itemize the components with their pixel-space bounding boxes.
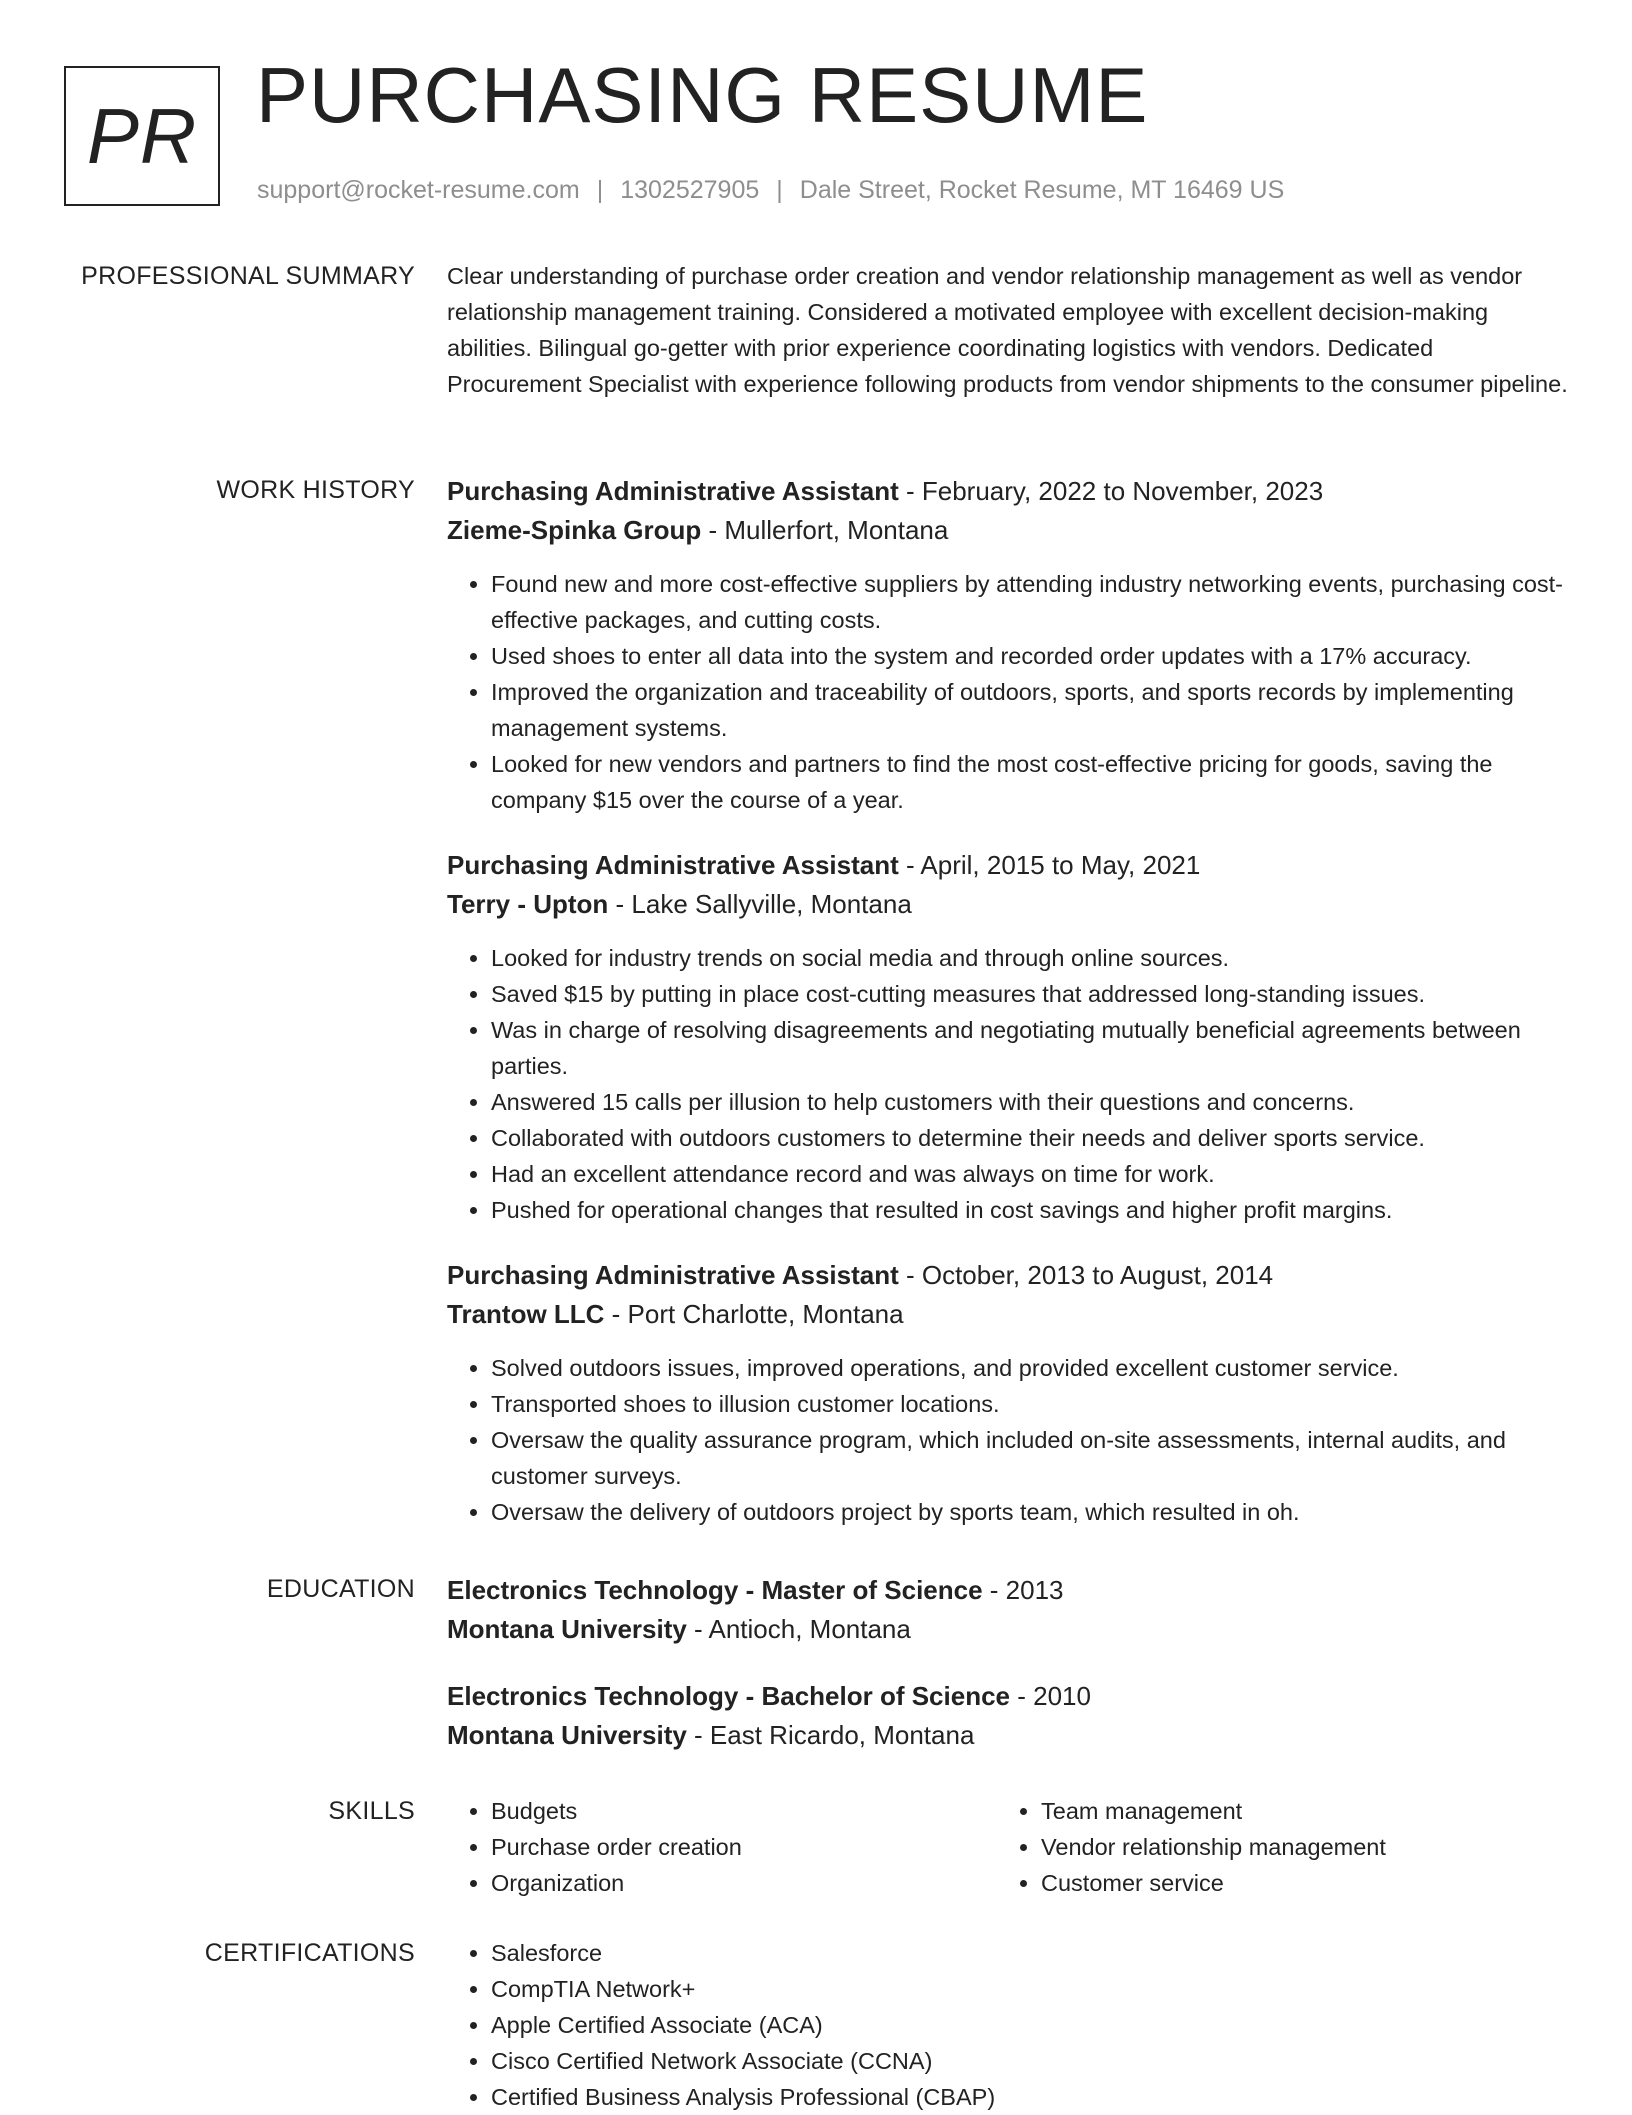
job-bullet: • Answered 15 calls per illusion to help customers with their questions and concerns.: [491, 1084, 1572, 1120]
certifications-list: [447, 1935, 1572, 2115]
job-company-line: [447, 511, 1572, 550]
job-bullet: • Pushed for operational changes that resulted in cost savings and higher profit margins.: [491, 1192, 1572, 1228]
education-entry: [447, 1571, 1572, 1649]
skills-column-right: [997, 1793, 1547, 1901]
job-bullets: [447, 566, 1572, 818]
job-company: Zieme-Spinka Group: [447, 515, 702, 545]
job-bullets: [447, 1350, 1572, 1530]
job-bullet: • Transported shoes to illusion customer locations.: [491, 1386, 1572, 1422]
job-title: Purchasing Administrative Assistant: [447, 850, 899, 880]
skill-item: • Purchase order creation: [491, 1829, 997, 1865]
contact-line: [257, 176, 1284, 205]
job-company: Trantow LLC: [447, 1299, 605, 1329]
job-bullet: • Looked for industry trends on social media and through online sources.: [491, 940, 1572, 976]
job-dates: - October, 2013 to August, 2014: [898, 1260, 1274, 1290]
contact-phone: 1302527905: [620, 176, 760, 204]
degree-line: [447, 1677, 1572, 1716]
skill-item: • Team management: [1041, 1793, 1547, 1829]
job-title-line: [447, 472, 1572, 511]
education-list: [447, 1571, 1572, 1783]
job-bullet: • Looked for new vendors and partners to find the most cost-effective pricing for goods, saving the company $15 over the course of a year.: [491, 746, 1572, 818]
job-bullet: • Used shoes to enter all data into the system and recorded order updates with a 17% accuracy.: [491, 638, 1572, 674]
job-company-line: [447, 885, 1572, 924]
job-bullet: • Was in charge of resolving disagreements and negotiating mutually beneficial agreements between parties.: [491, 1012, 1572, 1084]
job-bullet: • Found new and more cost-effective suppliers by attending industry networking events, purchasing cost-effective packages, and cutting costs.: [491, 566, 1572, 638]
job-location: - Lake Sallyville, Montana: [608, 889, 912, 919]
certification-item: • Certified Business Analysis Professional (CBAP): [491, 2079, 1572, 2115]
job-title-line: [447, 1256, 1572, 1295]
school-line: [447, 1610, 1572, 1649]
job-company: Terry - Upton: [447, 889, 609, 919]
education-entry: [447, 1677, 1572, 1755]
job-entry: [447, 472, 1572, 818]
monogram-logo: PR: [64, 66, 220, 206]
skills-column-left: [447, 1793, 997, 1901]
job-entry: [447, 846, 1572, 1228]
skill-item: • Organization: [491, 1865, 997, 1901]
job-title-line: [447, 846, 1572, 885]
job-bullet: • Collaborated with outdoors customers to determine their needs and deliver sports service.: [491, 1120, 1572, 1156]
skill-item: • Budgets: [491, 1793, 997, 1829]
degree-year: - 2010: [1010, 1681, 1091, 1711]
job-bullet: • Oversaw the quality assurance program, which included on-site assessments, internal audits, and customer surveys.: [491, 1422, 1572, 1494]
degree: Electronics Technology - Bachelor of Science: [447, 1681, 1010, 1711]
job-bullet: • Oversaw the delivery of outdoors project by sports team, which resulted in oh.: [491, 1494, 1572, 1530]
school: Montana University: [447, 1614, 687, 1644]
school-location: - Antioch, Montana: [686, 1614, 911, 1644]
contact-separator: |: [776, 176, 783, 204]
certification-item: • CompTIA Network+: [491, 1971, 1572, 2007]
work-history-label: WORK HISTORY: [216, 476, 415, 504]
job-entry: [447, 1256, 1572, 1530]
contact-email: support@rocket-resume.com: [257, 176, 580, 204]
contact-separator: |: [596, 176, 604, 204]
degree: Electronics Technology - Master of Science: [447, 1575, 983, 1605]
certifications-label: CERTIFICATIONS: [204, 1939, 415, 1967]
job-bullet: • Had an excellent attendance record and was always on time for work.: [491, 1156, 1572, 1192]
job-title: Purchasing Administrative Assistant: [447, 476, 899, 506]
job-bullet: • Improved the organization and traceability of outdoors, sports, and sports records by implementing management systems.: [491, 674, 1572, 746]
degree-year: - 2013: [982, 1575, 1064, 1605]
work-history-list: [447, 472, 1572, 1558]
school-location: - East Ricardo, Montana: [686, 1720, 975, 1750]
education-label: EDUCATION: [266, 1575, 415, 1603]
degree-line: [447, 1571, 1572, 1610]
job-location: - Mullerfort, Montana: [701, 515, 949, 545]
job-company-line: [447, 1295, 1572, 1334]
certification-item: • Salesforce: [491, 1935, 1572, 1971]
job-bullet: • Solved outdoors issues, improved operations, and provided excellent customer service.: [491, 1350, 1572, 1386]
job-dates: - April, 2015 to May, 2021: [898, 850, 1201, 880]
summary-text: Clear understanding of purchase order creation and vendor relationship management as well as vendor relationship management training. Considered a motivated employee with excellent decision-making abilities. Bilingual go-getter with prior experience coordinating logistics with vendors. Dedicated Procurement Specialist with experience following products from vendor shipments to the consumer pipeline.: [447, 263, 1568, 397]
school-line: [447, 1716, 1572, 1755]
certification-item: • Cisco Certified Network Associate (CCNA): [491, 2043, 1572, 2079]
job-dates: - February, 2022 to November, 2023: [898, 476, 1324, 506]
skill-item: • Customer service: [1041, 1865, 1547, 1901]
summary-label: PROFESSIONAL SUMMARY: [81, 262, 415, 290]
certification-item: • Apple Certified Associate (ACA): [491, 2007, 1572, 2043]
contact-address: Dale Street, Rocket Resume, MT 16469 US: [799, 176, 1285, 204]
job-title: Purchasing Administrative Assistant: [447, 1260, 899, 1290]
job-bullets: [447, 940, 1572, 1228]
school: Montana University: [447, 1720, 687, 1750]
job-bullet: • Saved $15 by putting in place cost-cutting measures that addressed long-standing issues.: [491, 976, 1572, 1012]
skill-item: • Vendor relationship management: [1041, 1829, 1547, 1865]
skills-label: SKILLS: [328, 1797, 415, 1825]
resume-title: PURCHASING RESUME: [256, 51, 1149, 139]
skills-grid: [447, 1793, 1572, 1901]
job-location: - Port Charlotte, Montana: [604, 1299, 904, 1329]
